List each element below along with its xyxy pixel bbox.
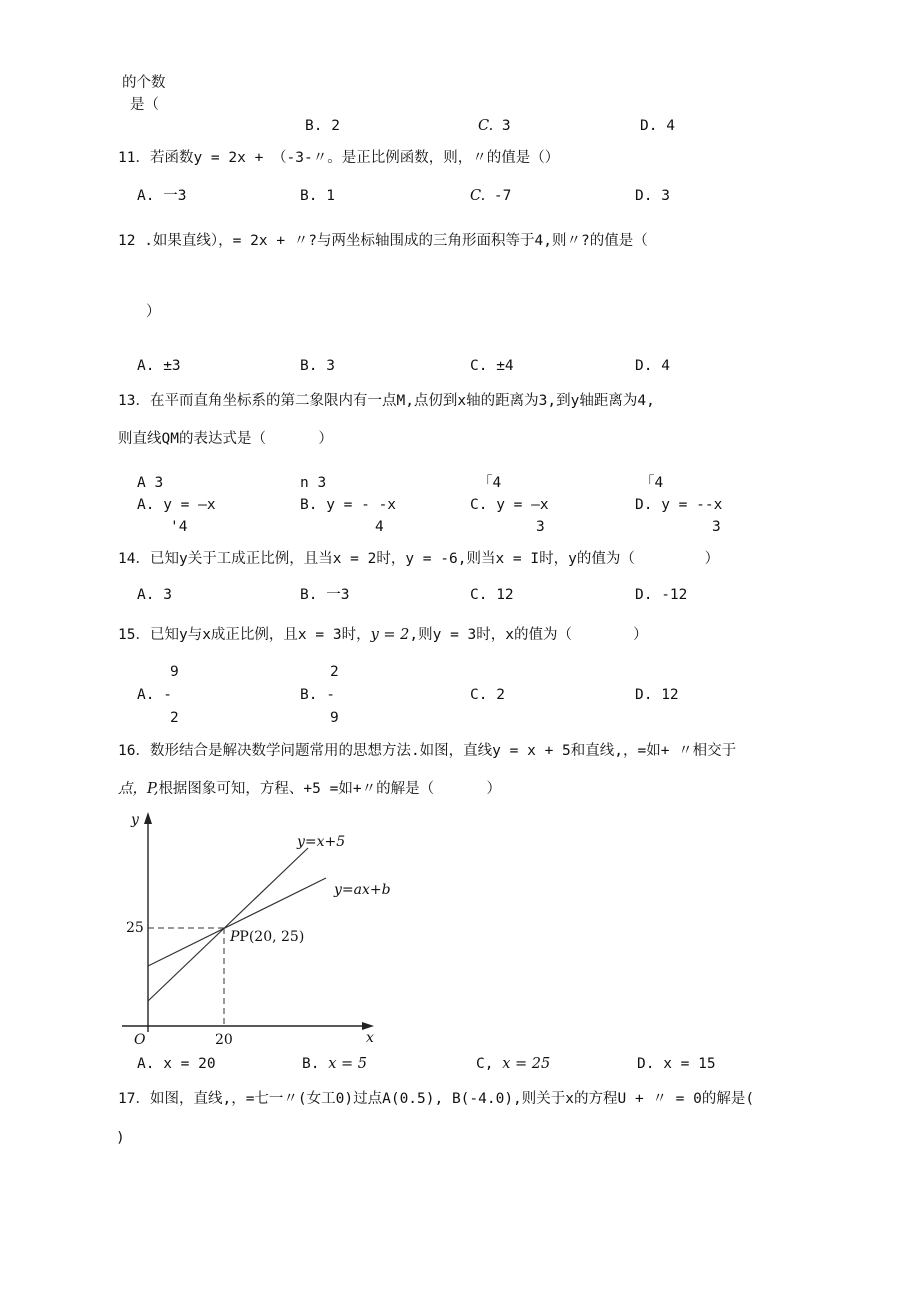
question-17-close: ) bbox=[116, 1130, 125, 1146]
question-13-stem-1: 13．在平而直角坐标系的第二象限内有一点M,点仞到x轴的距离为3,到y轴距离为4, bbox=[118, 393, 655, 409]
line-2-label: y=ax+b bbox=[334, 882, 391, 898]
fragment-line-2: 是（ bbox=[130, 97, 159, 113]
q16-option-b: B. x = 5 bbox=[302, 1056, 367, 1072]
fragment-line-1: 的个数 bbox=[122, 75, 166, 91]
q14-option-b: B. 一3 bbox=[300, 587, 350, 603]
q13-option-d: D. y = --x bbox=[635, 497, 723, 513]
q13-option-a-top: A 3 bbox=[137, 475, 164, 491]
q11-option-d: D. 3 bbox=[635, 188, 670, 204]
q13-option-c-top: 「4 bbox=[478, 475, 502, 491]
x-tick-label: 20 bbox=[215, 1032, 233, 1048]
q14-option-a: A. 3 bbox=[137, 587, 172, 603]
line-y-x-plus-5 bbox=[148, 848, 308, 1001]
q15-option-b: B. - bbox=[300, 687, 335, 703]
q12-option-a: A. ±3 bbox=[137, 358, 181, 374]
q15-option-a-denominator: 2 bbox=[170, 710, 179, 726]
intersection-point-label: PP(20, 25) bbox=[230, 929, 305, 945]
q13-option-b-bottom: 4 bbox=[375, 519, 384, 535]
q13-option-d-bottom: 3 bbox=[712, 519, 721, 535]
q15-option-b-denominator: 9 bbox=[330, 710, 339, 726]
q13-option-c: C. y = —x bbox=[470, 497, 549, 513]
x-axis-label: x bbox=[366, 1030, 374, 1046]
q15-option-b-numerator: 2 bbox=[330, 664, 339, 680]
question-13-stem-2: 则直线QM的表达式是（ ） bbox=[118, 431, 333, 447]
q13-option-a-bottom: '4 bbox=[170, 519, 188, 535]
q15-option-a-numerator: 9 bbox=[170, 664, 179, 680]
question-17-stem: 17．如图，直线,，=七一〃(女工0)过点A(0.5), B(-4.0),则关于x的方程U + 〃 = 0的解是( bbox=[118, 1091, 755, 1107]
question-15-stem: 15．已知y与x成正比例，且x = 3时，y = 2,则y = 3时，x的值为（ ） bbox=[118, 627, 648, 643]
question-16-stem-2: 点，P,根据图象可知，方程、+5 =如+〃的解是（ ） bbox=[118, 781, 501, 797]
q11-option-a: A. 一3 bbox=[137, 188, 187, 204]
line-1-label: y=x+5 bbox=[297, 834, 346, 850]
q14-option-c: C. 12 bbox=[470, 587, 514, 603]
q13-option-a: A. y = —x bbox=[137, 497, 216, 513]
question-12-stem: 12 .如果直线），= 2x + 〃?与两坐标轴围成的三角形面积等于4,则〃?的值是（ bbox=[118, 233, 648, 249]
question-16-stem-1: 16．数形结合是解决数学问题常用的思想方法.如图，直线y = x + 5和直线,，=如+ 〃相交于 bbox=[118, 743, 737, 759]
q16-option-a: A. x = 20 bbox=[137, 1056, 216, 1072]
q16-option-d: D. x = 15 bbox=[637, 1056, 716, 1072]
q11-option-c: C. -7 bbox=[470, 188, 512, 204]
q13-option-c-bottom: 3 bbox=[536, 519, 545, 535]
q13-option-d-top: 「4 bbox=[640, 475, 664, 491]
question-11-stem: 11．若函数y = 2x + （-3-〃。是正比例函数，则，〃的值是（） bbox=[118, 150, 560, 166]
option-b: B. 2 bbox=[305, 118, 340, 134]
y-axis-label: y bbox=[131, 812, 139, 828]
option-c: C. 3 bbox=[478, 118, 511, 134]
x-axis-arrow-icon bbox=[362, 1022, 374, 1030]
q11-option-b: B. 1 bbox=[300, 188, 335, 204]
origin-label: O bbox=[134, 1032, 146, 1048]
q12-option-b: B. 3 bbox=[300, 358, 335, 374]
q13-option-b: B. y = - -x bbox=[300, 497, 397, 513]
y-tick-label: 25 bbox=[126, 920, 144, 936]
y-axis-arrow-icon bbox=[144, 812, 152, 824]
question-14-stem: 14．已知y关于工成正比例，且当x = 2时，y = -6,则当x = I时，y的值为（ ） bbox=[118, 551, 720, 567]
q12-option-c: C. ±4 bbox=[470, 358, 514, 374]
line-y-ax-plus-b bbox=[148, 878, 326, 966]
q16-option-c: C, x = 25 bbox=[476, 1056, 551, 1072]
q12-option-d: D. 4 bbox=[635, 358, 670, 374]
q13-option-b-top: n 3 bbox=[300, 475, 327, 491]
q15-option-c: C. 2 bbox=[470, 687, 505, 703]
line-intersection-graph bbox=[112, 808, 402, 1048]
question-12-close: ） bbox=[146, 304, 161, 320]
q15-option-a: A. - bbox=[137, 687, 172, 703]
q14-option-d: D. -12 bbox=[635, 587, 688, 603]
q15-option-d: D. 12 bbox=[635, 687, 679, 703]
option-d: D. 4 bbox=[640, 118, 675, 134]
